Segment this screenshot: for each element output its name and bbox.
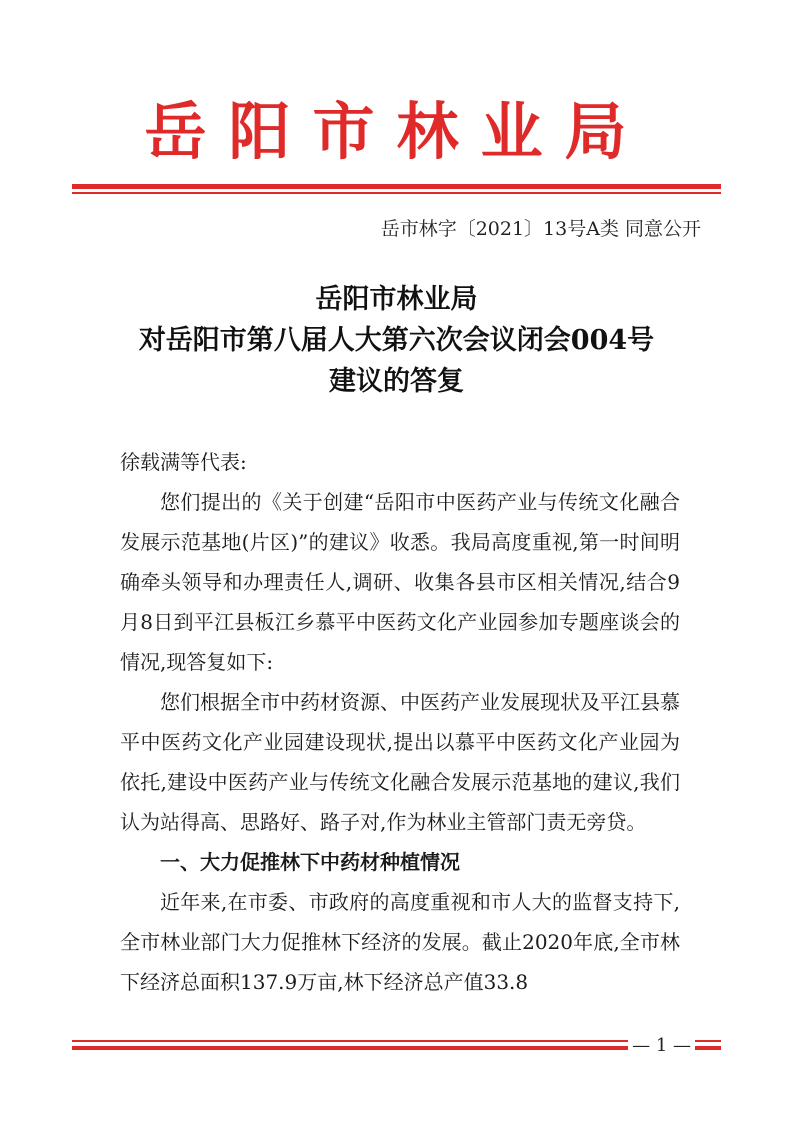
document-body	[120, 442, 680, 1002]
title-line-2: 对岳阳市第八届人大第六次会议闭会004号	[138, 325, 655, 356]
section-heading: 一、大力促推林下中药材种植情况	[160, 850, 460, 874]
body-paragraph: 您们根据全市中药材资源、中医药产业发展现状及平江县慕平中医药文化产业园建设现状,提出以慕平中医药文化产业园为依托,建设中医药产业与传统文化融合发展示范基地的建议,我们认为站得高、思路好、路子对,作为林业主管部门责无旁贷。	[120, 690, 680, 834]
footer-rule-thick	[72, 1046, 721, 1050]
footer-rule-thin	[72, 1040, 721, 1042]
document-number: 岳市林字〔2021〕13号A类 同意公开	[380, 218, 701, 240]
salutation: 徐载满等代表:	[120, 450, 247, 474]
title-line-3: 建议的答复	[329, 366, 464, 397]
page-number: — 1 —	[628, 1036, 695, 1056]
title-line-1: 岳阳市林业局	[315, 284, 478, 315]
section-paragraph: 近年来,在市委、市政府的高度重视和市人大的监督支持下,全市林业部门大力促推林下经济的发展。截止2020年底,全市林下经济总面积137.9万亩,林下经济总产值33.8	[120, 890, 680, 994]
masthead-rule-thick	[72, 184, 721, 189]
masthead-title: 岳阳市林业局	[144, 95, 649, 168]
body-paragraph: 您们提出的《关于创建“岳阳市中医药产业与传统文化融合发展示范基地(片区)”的建议》收悉。我局高度重视,第一时间明确牵头领导和办理责任人,调研、收集各县市区相关情况,结合9月8日到平江县板江乡慕平中医药文化产业园参加专题座谈会的情况,现答复如下:	[120, 490, 680, 674]
masthead-rule-thin	[72, 192, 721, 194]
